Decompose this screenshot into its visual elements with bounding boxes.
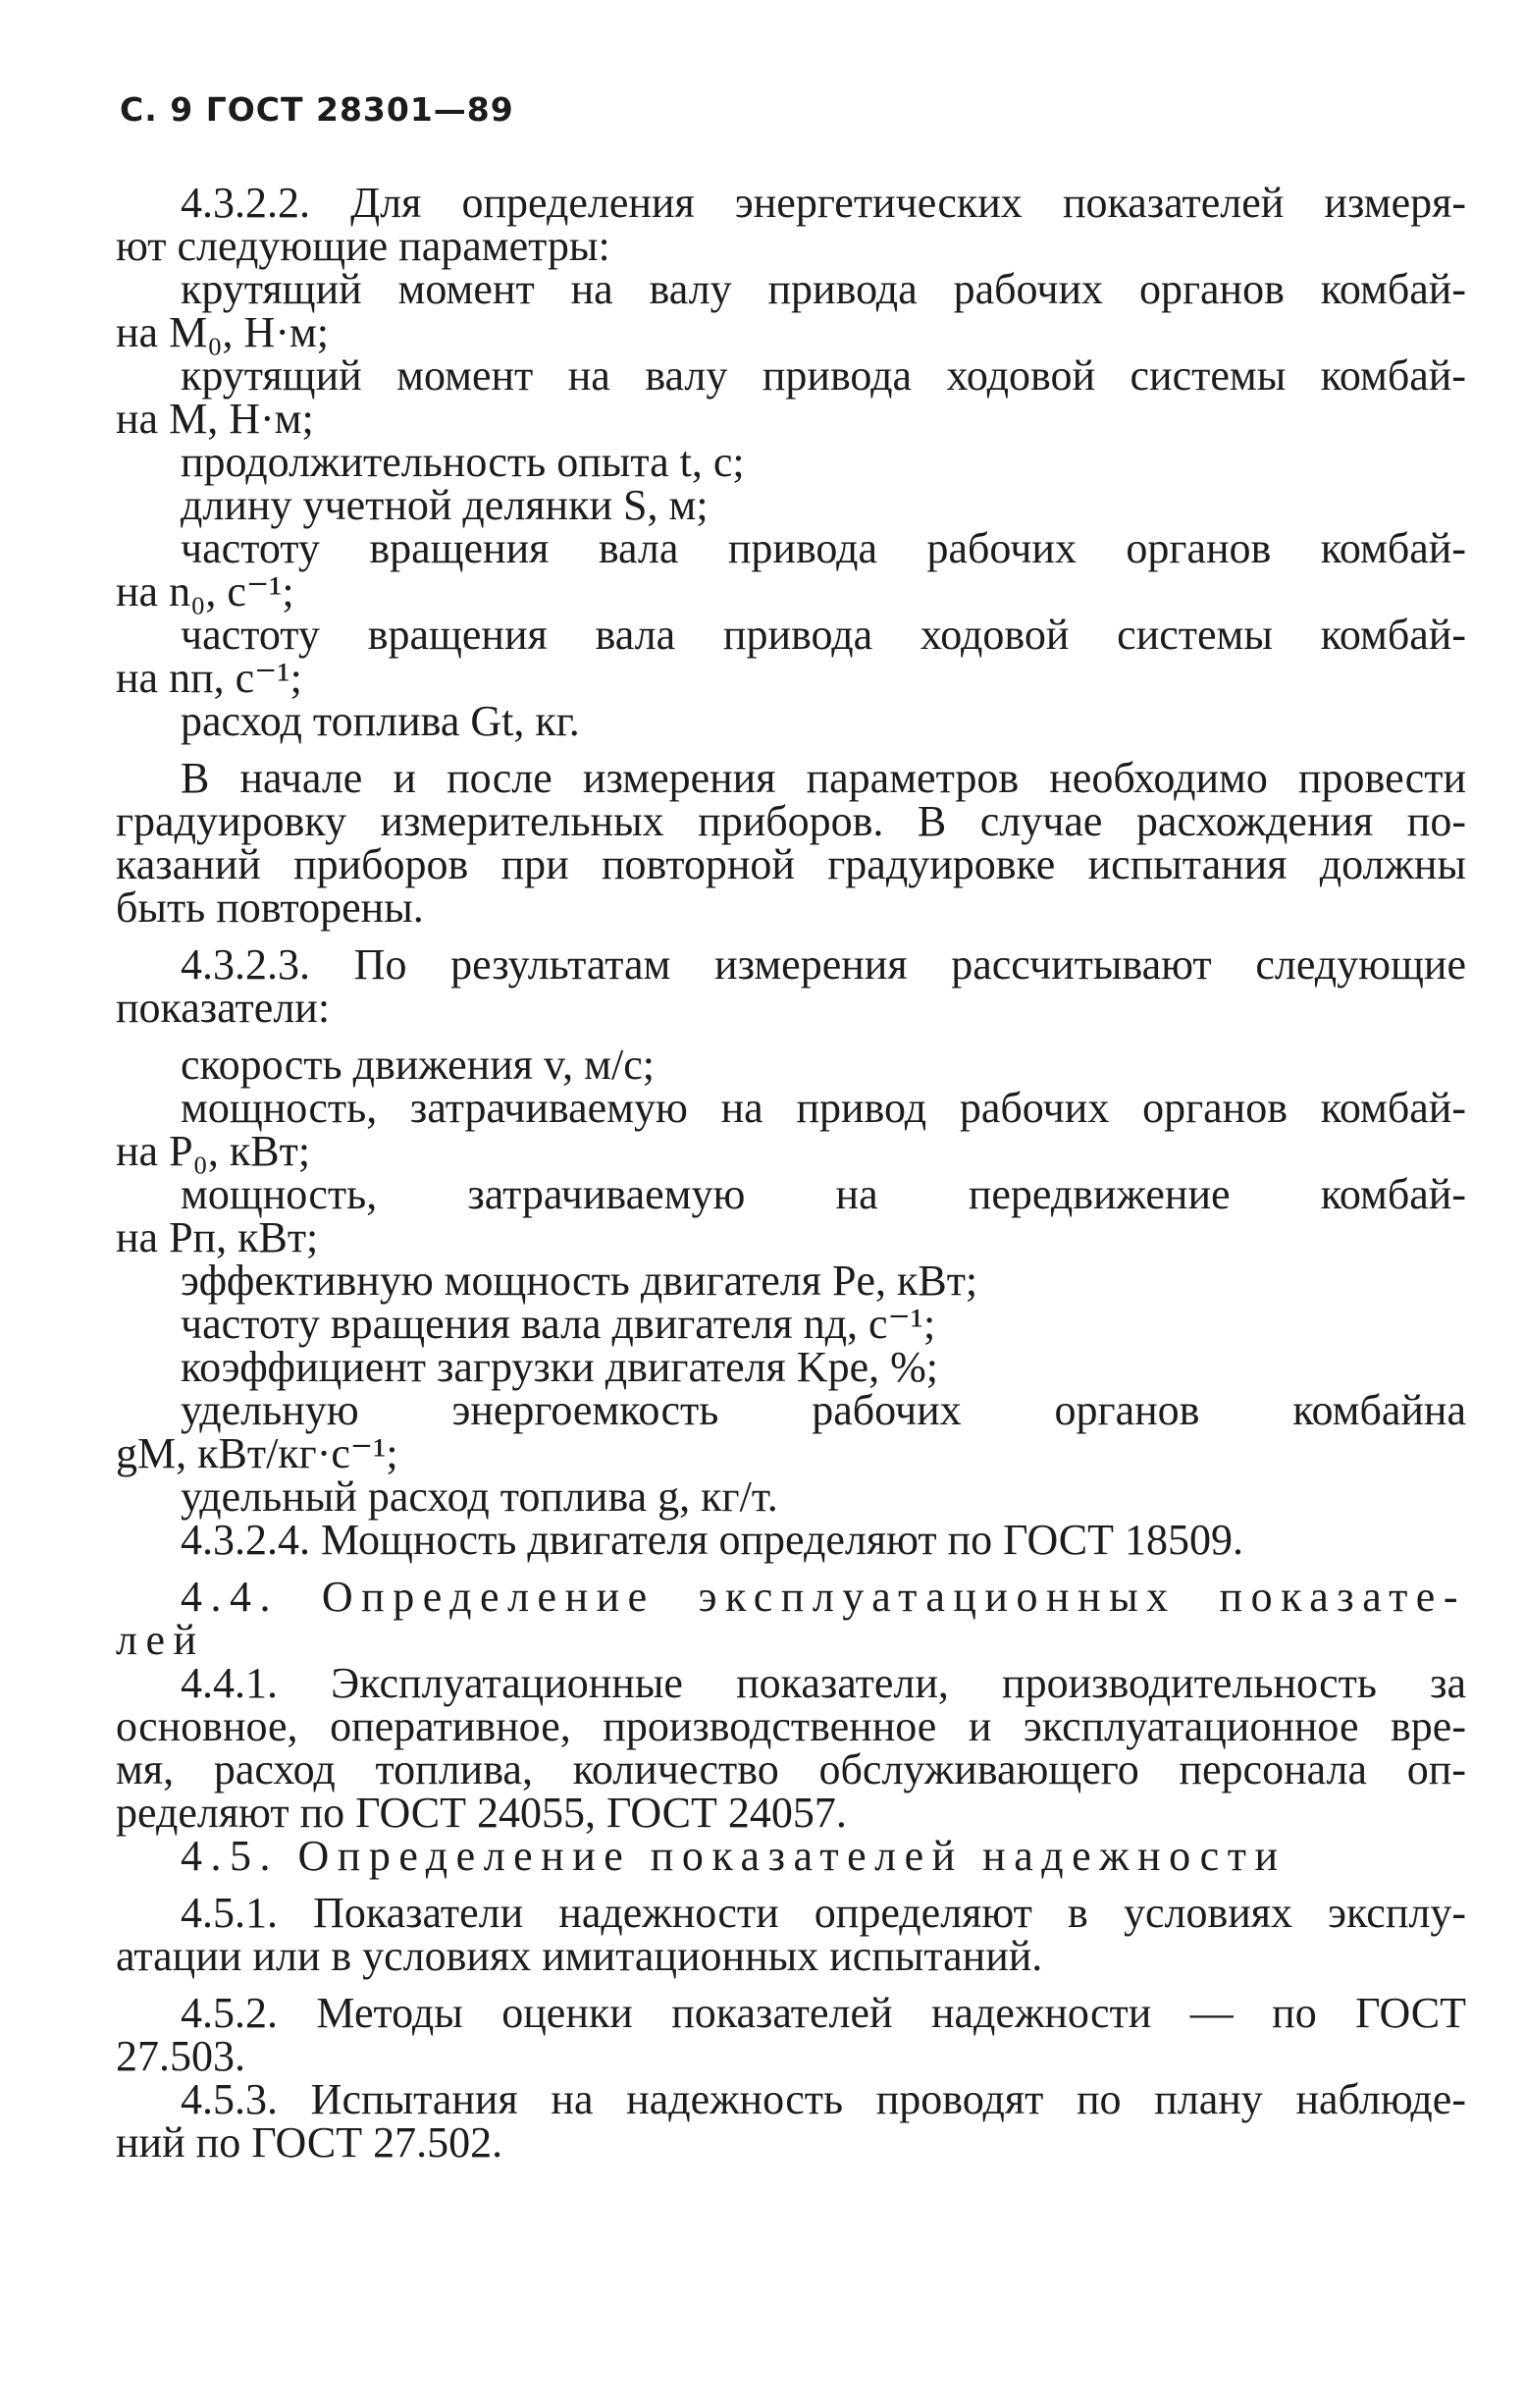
text-line: мощность, затрачиваемую на передвижение комбай- <box>181 1170 1466 1218</box>
text-line: основное, оперативное, производственное и эксплуатационное вре- <box>116 1702 1466 1750</box>
section-heading: лей <box>116 1616 205 1664</box>
text-line: коэффициент загрузки двигателя Kре, %; <box>181 1343 938 1391</box>
text-line: ределяют по ГОСТ 24055, ГОСТ 24057. <box>116 1789 847 1837</box>
text-line: скорость движения v, м/с; <box>181 1041 655 1089</box>
text-line: 4.3.2.3. По результатам измерения рассчитывают следующие <box>181 940 1466 989</box>
section-heading: 4.5. Определение показателей надежности <box>181 1832 1287 1880</box>
text-line: мощность, затрачиваемую на привод рабочих органов комбай- <box>181 1084 1466 1132</box>
text-line: 4.3.2.4. Мощность двигателя определяют по ГОСТ 18509. <box>181 1516 1244 1564</box>
text-line: на M₀, Н·м; <box>116 308 330 356</box>
text-line: на P₀, кВт; <box>116 1127 311 1175</box>
text-line: 4.4.1. Эксплуатационные показатели, производительность за <box>181 1659 1466 1707</box>
text-line: частоту вращения вала двигателя nд, с⁻¹; <box>181 1300 936 1348</box>
text-line: частоту вращения вала привода рабочих органов комбай- <box>181 524 1466 572</box>
text-line: эффективную мощность двигателя Pе, кВт; <box>181 1257 978 1305</box>
text-line: удельную энергоемкость рабочих органов комбайна <box>181 1386 1466 1434</box>
text-line: расход топлива Gt, кг. <box>181 697 580 745</box>
text-line: крутящий момент на валу привода рабочих органов комбай- <box>181 265 1466 313</box>
text-line: удельный расход топлива g, кг/т. <box>181 1472 778 1521</box>
text-line: gM, кВт/кг·с⁻¹; <box>116 1429 398 1477</box>
text-line: 4.5.3. Испытания на надежность проводят по плану наблюде- <box>181 2075 1466 2123</box>
text-line: крутящий момент на валу привода ходовой системы комбай- <box>181 351 1466 400</box>
text-line: на n₀, с⁻¹; <box>116 567 294 615</box>
text-line: показатели: <box>116 984 331 1032</box>
text-line: 27.503. <box>116 2032 245 2080</box>
text-line: 4.5.1. Показатели надежности определяют в условиях эксплу- <box>181 1889 1466 1937</box>
text-line: 4.3.2.2. Для определения энергетических показателей измеря- <box>181 179 1466 227</box>
text-line: ют следующие параметры: <box>116 222 610 270</box>
text-line: В начале и после измерения параметров необходимо провести <box>181 754 1466 802</box>
text-line: длину учетной делянки S, м; <box>181 481 709 529</box>
text-line: 4.5.2. Методы оценки показателей надежности — по ГОСТ <box>181 1989 1466 2037</box>
text-line: градуировку измерительных приборов. В случае расхождения по- <box>116 797 1466 845</box>
page-header: С. 9 ГОСТ 28301—89 <box>120 90 514 129</box>
text-line: атации или в условиях имитационных испытаний. <box>116 1932 1043 1980</box>
text-line: на M, Н·м; <box>116 395 314 443</box>
section-heading: 4.4. Определение эксплуатационных показате- <box>181 1573 1466 1621</box>
text-line: частоту вращения вала привода ходовой системы комбай- <box>181 611 1466 659</box>
document-body <box>116 179 1466 2167</box>
text-line: на nп, с⁻¹; <box>116 654 302 702</box>
text-line: ний по ГОСТ 27.502. <box>116 2118 503 2167</box>
text-line: на Pп, кВт; <box>116 1213 319 1261</box>
text-line: быть повторены. <box>116 883 424 932</box>
text-line: продолжительность опыта t, с; <box>181 438 745 486</box>
text-line: казаний приборов при повторной градуировке испытания должны <box>116 840 1466 888</box>
text-line: мя, расход топлива, количество обслуживающего персонала оп- <box>116 1745 1466 1793</box>
